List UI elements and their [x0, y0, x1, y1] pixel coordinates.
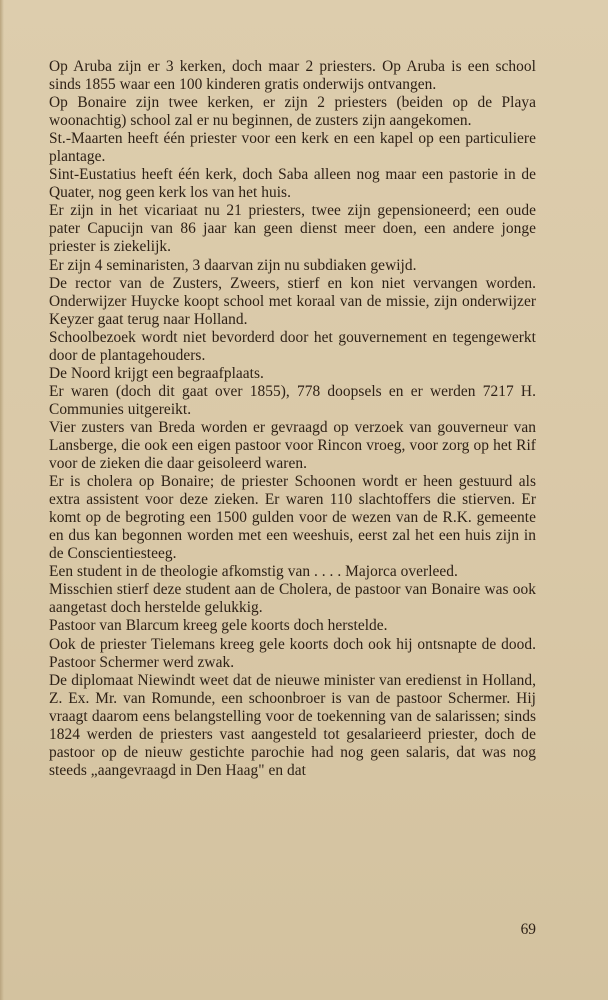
paragraph-rector: De rector van de Zusters, Zweers, stierf en kon niet vervangen worden. Onderwijzer Huycke koopt school met koraal van de missie, zijn onderwijzer Keyzer gaat terug naar Holland.: [49, 274, 536, 328]
paragraph-bonaire: Op Bonaire zijn twee kerken, er zijn 2 priesters (beiden op de Playa woonachtig) school zal er nu beginnen, de zusters zijn aangekomen.: [49, 94, 536, 130]
paragraph-doopsels: Er waren (doch dit gaat over 1855), 778 doopsels en er werden 7217 H. Communies uitgereikt.: [49, 382, 536, 418]
paragraph-student: Een student in de theologie afkomstig van . . . . Majorca overleed.: [49, 563, 458, 581]
paragraph-cholera: Er is cholera op Bonaire; de priester Schoonen wordt er heen gestuurd als extra assistent voor deze zieken. Er waren 110 slachtoffers die stierven. Er komt op de begroting een 1500 gulden voor de wezen van de R.K. gemeente en dus kan begonnen worden met een weeshuis, eerst zal het een huis zijn in de Conscientiesteeg.: [49, 473, 536, 563]
paragraph-niewindt: De diplomaat Niewindt weet dat de nieuwe minister van eredienst in Holland, Z. Ex. Mr. van Romunde, een schoonbroer is van de pastoor Schermer. Hij vraagt daarom eens belangstelling voor de toekenning van de salarissen; sinds 1824 werden de priesters vast aangesteld tot gesalarieerd priester, doch de pastoor op de nieuw gestichte parochie had nog geen salaris, dat was nog steeds „aangevraagd in Den Haag" en dat: [49, 671, 536, 779]
body-text: [49, 58, 536, 780]
paragraph-misschien: Misschien stierf deze student aan de Cholera, de pastoor van Bonaire was ook aangetast doch herstelde gelukkig.: [49, 581, 536, 617]
paragraph-zusters-breda: Vier zusters van Breda worden er gevraagd op verzoek van gouverneur van Lansberge, die ook een eigen pastoor voor Rincon vroeg, voor zorg op het Rif voor de zieken die daar geisoleerd waren.: [49, 418, 536, 473]
paragraph-noord: De Noord krijgt een begraafplaats.: [49, 364, 264, 382]
paragraph-sint-eustatius: Sint-Eustatius heeft één kerk, doch Saba alleen nog maar een pastorie in de Quater, nog geen kerk los van het huis.: [49, 166, 536, 202]
paragraph-st-maarten: St.-Maarten heeft één priester voor een kerk en een kapel op een particuliere plantage.: [49, 130, 536, 166]
paragraph-priesters: Er zijn in het vicariaat nu 21 priesters, twee zijn gepensioneerd; een oude pater Capucijn van 86 jaar kan geen dienst meer doen, een andere jonge priester is ziekelijk.: [49, 202, 536, 256]
paragraph-aruba: Op Aruba zijn er 3 kerken, doch maar 2 priesters. Op Aruba is een school sinds 1855 waar een 100 kinderen gratis onderwijs ontvangen.: [49, 58, 536, 94]
paragraph-tielemans: Ook de priester Tielemans kreeg gele koorts doch ook hij ontsnapte de dood. Pastoor Schermer werd zwak.: [49, 635, 536, 671]
paragraph-blarcum: Pastoor van Blarcum kreeg gele koorts doch herstelde.: [49, 617, 388, 635]
page-number: 69: [520, 921, 536, 938]
paragraph-seminaristen: Er zijn 4 seminaristen, 3 daarvan zijn nu subdiaken gewijd.: [49, 256, 417, 274]
paragraph-schoolbezoek: Schoolbezoek wordt niet bevorderd door het gouvernement en tegengewerkt door de plantagehouders.: [49, 328, 536, 364]
